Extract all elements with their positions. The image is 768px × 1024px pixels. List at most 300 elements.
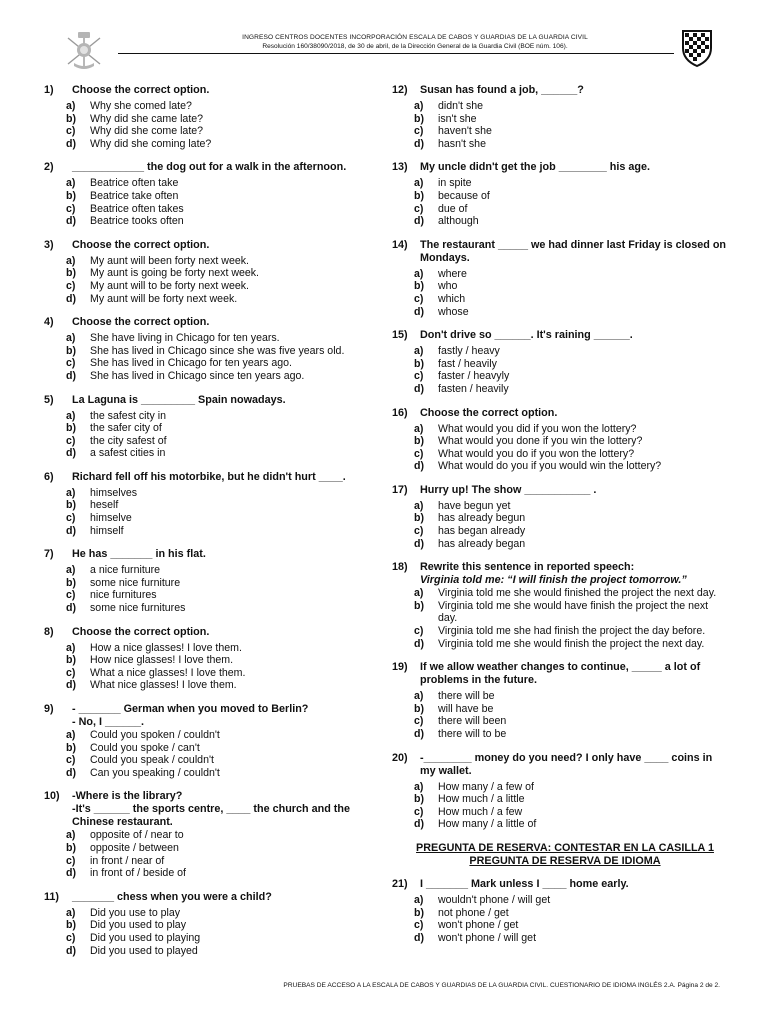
- answer-option: [414, 306, 728, 319]
- guardia-civil-emblem-icon: [60, 30, 108, 72]
- answer-option: [66, 564, 376, 577]
- option-text: Can you speaking / couldn't: [90, 766, 220, 779]
- option-text: Did you used to playing: [90, 931, 201, 944]
- question-number: 20): [392, 751, 408, 764]
- option-letter: c): [414, 202, 424, 215]
- option-text: opposite of / near to: [90, 829, 184, 842]
- option-letter: d): [414, 537, 424, 550]
- answer-option: [414, 638, 728, 651]
- question-number: 14): [392, 238, 408, 251]
- question-header: [392, 239, 728, 265]
- answer-option: [66, 203, 376, 216]
- option-letter: b): [66, 344, 76, 357]
- answer-option: [66, 729, 376, 742]
- answer-options: [392, 268, 728, 318]
- question-quote: Virginia told me: “I will finish the project tomorrow.”: [420, 574, 687, 587]
- option-letter: d): [66, 766, 76, 779]
- option-letter: d): [66, 524, 76, 537]
- answer-options: [392, 423, 728, 473]
- answer-option: [414, 435, 728, 448]
- answer-option: [66, 345, 376, 358]
- option-letter: d): [66, 215, 76, 228]
- answer-option: [66, 422, 376, 435]
- option-text: My aunt is going be forty next week.: [90, 267, 259, 280]
- header-subtitle: Resolución 160/38090/2018, de 30 de abril, de la Dirección General de la Guardia Civil (BOE núm. 106).: [262, 43, 568, 50]
- page-header: [0, 0, 768, 80]
- option-letter: c): [414, 292, 424, 305]
- question-item: [392, 84, 728, 150]
- question-text: Richard fell off his motorbike, but he didn't hurt ____.: [72, 470, 346, 483]
- option-letter: d): [414, 305, 424, 318]
- option-text: there will to be: [438, 728, 507, 740]
- question-item: [392, 752, 728, 831]
- option-letter: b): [414, 599, 424, 612]
- answer-options: [392, 894, 728, 944]
- option-text: How much / a little: [438, 793, 525, 806]
- answer-option: [414, 538, 728, 551]
- question-header: [392, 407, 728, 420]
- answer-option: [66, 435, 376, 448]
- question-text: My uncle didn't get the job ________ his age.: [420, 161, 650, 174]
- option-text: Could you speak / couldn't: [90, 754, 214, 767]
- left-question-column: [44, 84, 376, 968]
- option-text: Why did she come late?: [90, 125, 204, 138]
- question-header: [44, 471, 376, 484]
- option-letter: b): [66, 741, 76, 754]
- option-text: Virginia told me she would finished the project the next day.: [438, 587, 717, 600]
- answer-option: [414, 728, 728, 741]
- option-text: hasn't she: [438, 137, 486, 150]
- option-text: fastly / heavy: [438, 345, 500, 358]
- option-text: What nice glasses! I love them.: [90, 679, 237, 692]
- answer-option: [66, 602, 376, 615]
- option-letter: c): [66, 434, 76, 447]
- option-text: isn't she: [438, 112, 477, 125]
- option-text: Why she comed late?: [90, 100, 192, 112]
- answer-option: [414, 793, 728, 806]
- question-header: [44, 161, 376, 174]
- option-text: She have living in Chicago for ten years.: [90, 332, 280, 345]
- option-letter: d): [414, 137, 424, 150]
- answer-option: [66, 767, 376, 780]
- option-text: a nice furniture: [90, 564, 161, 577]
- option-text: heself: [90, 499, 119, 512]
- answer-options: [392, 500, 728, 550]
- option-text: What would you do if you won the lottery?: [438, 447, 635, 460]
- answer-option: [66, 410, 376, 423]
- option-text: there will be: [438, 690, 495, 703]
- answer-option: [414, 600, 728, 625]
- option-letter: a): [414, 893, 424, 906]
- option-letter: c): [66, 854, 76, 867]
- option-text: won't phone / will get: [438, 931, 537, 944]
- option-text: the safer city of: [90, 422, 162, 435]
- option-letter: a): [66, 641, 76, 654]
- answer-option: [66, 855, 376, 868]
- option-text: which: [438, 292, 466, 305]
- option-letter: d): [66, 447, 76, 460]
- option-letter: a): [414, 267, 424, 280]
- answer-option: [66, 255, 376, 268]
- question-text: Choose the correct option.: [72, 84, 210, 96]
- option-text: How nice glasses! I love them.: [90, 654, 234, 667]
- answer-option: [414, 781, 728, 794]
- answer-option: [66, 829, 376, 842]
- option-text: What a nice glasses! I love them.: [90, 666, 246, 679]
- question-header: [44, 891, 376, 904]
- answer-options: [44, 177, 376, 227]
- answer-options: [44, 829, 376, 879]
- option-text: She has lived in Chicago since she was five years old.: [90, 344, 345, 357]
- option-text: has began already: [438, 525, 526, 538]
- option-letter: b): [66, 189, 76, 202]
- question-number: 15): [392, 329, 408, 342]
- answer-options: [44, 487, 376, 537]
- option-letter: c): [66, 931, 76, 944]
- option-text: didn't she: [438, 100, 484, 112]
- answer-option: [66, 447, 376, 460]
- question-item: [392, 329, 728, 395]
- option-text: the safest city in: [90, 409, 166, 422]
- question-text: Choose the correct option.: [72, 316, 210, 329]
- question-number: 6): [44, 470, 54, 483]
- answer-option: [66, 654, 376, 667]
- option-text: whose: [438, 305, 469, 318]
- option-text: How many / a little of: [438, 818, 537, 831]
- question-item: [44, 626, 376, 692]
- answer-option: [414, 203, 728, 216]
- question-header: [392, 161, 728, 174]
- answer-option: [414, 370, 728, 383]
- option-letter: b): [66, 654, 76, 667]
- question-text: I _______ Mark unless I ____ home early.: [420, 877, 629, 890]
- question-text: Choose the correct option.: [420, 406, 558, 419]
- question-header: [392, 752, 728, 778]
- option-text: although: [438, 215, 479, 228]
- option-letter: c): [414, 715, 424, 728]
- option-text: a safest cities in: [90, 447, 166, 460]
- option-text: Did you used to play: [90, 919, 186, 932]
- answer-options: [392, 587, 728, 650]
- question-item: [44, 891, 376, 957]
- question-text: La Laguna is _________ Spain nowadays.: [72, 393, 286, 406]
- question-text: -________ money do you need? I only have ____ coins in my wallet.: [420, 751, 713, 777]
- option-letter: b): [66, 422, 76, 435]
- answer-option: [66, 742, 376, 755]
- option-text: himselve: [90, 512, 132, 525]
- answer-option: [414, 268, 728, 281]
- question-subline: -It's ______ the sports centre, ____ the church and the Chinese restaurant.: [72, 803, 350, 829]
- header-title: INGRESO CENTROS DOCENTES INCORPORACIÓN ESCALA DE CABOS Y GUARDIAS DE LA GUARDIA CIVIL: [242, 34, 588, 41]
- question-item: [392, 661, 728, 740]
- option-text: have begun yet: [438, 499, 511, 512]
- question-header: [392, 661, 728, 687]
- option-letter: d): [66, 867, 76, 880]
- answer-options: [392, 690, 728, 740]
- question-header: [44, 239, 376, 252]
- question-item: [44, 790, 376, 879]
- answer-option: [66, 642, 376, 655]
- answer-option: [66, 215, 376, 228]
- option-letter: c): [66, 666, 76, 679]
- answer-option: [66, 100, 376, 113]
- question-number: 17): [392, 483, 408, 496]
- shield-badge-icon: [680, 28, 714, 68]
- answer-option: [66, 177, 376, 190]
- option-letter: a): [414, 690, 424, 703]
- answer-option: [66, 332, 376, 345]
- question-number: 5): [44, 393, 54, 406]
- option-letter: d): [414, 931, 424, 944]
- question-text: Rewrite this sentence in reported speech:: [420, 561, 635, 574]
- option-text: in front of / beside of: [90, 867, 186, 880]
- option-letter: b): [66, 576, 76, 589]
- header-rule: [118, 53, 674, 54]
- option-text: Beatrice often takes: [90, 202, 184, 215]
- option-letter: b): [414, 112, 424, 125]
- option-letter: c): [66, 589, 76, 602]
- answer-options: [44, 100, 376, 150]
- option-letter: d): [66, 679, 76, 692]
- option-letter: d): [414, 637, 424, 650]
- question-number: 11): [44, 890, 60, 903]
- answer-option: [66, 113, 376, 126]
- option-letter: a): [66, 829, 76, 842]
- answer-option: [414, 215, 728, 228]
- question-header: [44, 790, 376, 803]
- answer-options: [44, 255, 376, 305]
- option-letter: c): [66, 125, 76, 138]
- answer-option: [66, 589, 376, 602]
- option-letter: c): [66, 357, 76, 370]
- question-text: The restaurant _____ we had dinner last Friday is closed on Mondays.: [420, 238, 727, 264]
- answer-options: [392, 100, 728, 150]
- answer-option: [66, 867, 376, 880]
- question-header: [392, 561, 728, 574]
- option-letter: b): [414, 512, 424, 525]
- question-item: [44, 239, 376, 305]
- answer-option: [414, 932, 728, 945]
- question-item: [44, 548, 376, 614]
- answer-option: [66, 357, 376, 370]
- option-letter: a): [414, 345, 424, 358]
- question-header: [392, 84, 728, 97]
- option-letter: a): [414, 587, 424, 600]
- question-text: - _______ German when you moved to Berlin?: [72, 703, 309, 715]
- question-item: [44, 703, 376, 779]
- answer-option: [414, 383, 728, 396]
- option-text: How many / a few of: [438, 780, 534, 793]
- option-letter: a): [66, 486, 76, 499]
- option-letter: d): [66, 369, 76, 382]
- answer-option: [66, 125, 376, 138]
- option-text: What would you did if you won the lottery?: [438, 422, 637, 435]
- answer-option: [414, 806, 728, 819]
- answer-option: [414, 177, 728, 190]
- answer-option: [66, 512, 376, 525]
- question-number: 3): [44, 238, 54, 251]
- question-text: Choose the correct option.: [72, 238, 210, 251]
- answer-option: [414, 293, 728, 306]
- option-letter: b): [66, 919, 76, 932]
- option-text: Did you used to played: [90, 944, 198, 957]
- option-letter: d): [66, 944, 76, 957]
- question-text: He has _______ in his flat.: [72, 548, 206, 561]
- option-letter: b): [66, 112, 76, 125]
- answer-option: [414, 423, 728, 436]
- option-letter: a): [66, 729, 76, 741]
- answer-option: [66, 190, 376, 203]
- question-text: ____________ the dog out for a walk in the afternoon.: [72, 161, 347, 174]
- option-text: What would you done if you win the lottery?: [438, 435, 643, 448]
- answer-option: [66, 932, 376, 945]
- option-text: fast / heavily: [438, 357, 497, 370]
- answer-option: [414, 448, 728, 461]
- option-text: Beatrice take often: [90, 189, 179, 202]
- question-item: [44, 161, 376, 227]
- option-text: himself: [90, 524, 124, 537]
- question-item: [44, 316, 376, 382]
- answer-option: [66, 754, 376, 767]
- question-number: 4): [44, 316, 54, 329]
- answer-option: [414, 587, 728, 600]
- option-letter: b): [414, 793, 424, 806]
- answer-option: [414, 460, 728, 473]
- option-letter: d): [414, 728, 424, 740]
- question-number: 19): [392, 661, 408, 674]
- option-letter: d): [414, 818, 424, 831]
- question-header: [44, 626, 376, 639]
- option-letter: c): [66, 279, 76, 292]
- answer-options: [44, 564, 376, 614]
- answer-option: [414, 715, 728, 728]
- option-text: What would do you if you would win the lottery?: [438, 460, 662, 473]
- option-letter: a): [414, 177, 424, 190]
- answer-option: [66, 577, 376, 590]
- option-letter: d): [414, 460, 424, 473]
- option-text: has already begun: [438, 512, 526, 525]
- question-number: 7): [44, 548, 54, 561]
- option-letter: c): [66, 202, 76, 215]
- question-item: [44, 84, 376, 150]
- answer-option: [66, 487, 376, 500]
- question-header: [392, 329, 728, 342]
- option-text: fasten / heavily: [438, 382, 509, 395]
- answer-option: [414, 907, 728, 920]
- option-letter: a): [66, 100, 76, 112]
- option-text: Did you use to play: [90, 906, 181, 919]
- question-number: 21): [392, 877, 408, 890]
- question-number: 9): [44, 703, 54, 715]
- answer-option: [66, 919, 376, 932]
- option-text: Why did she came late?: [90, 112, 204, 125]
- answer-option: [66, 267, 376, 280]
- question-header: [392, 484, 728, 497]
- option-text: Why did she coming late?: [90, 137, 212, 150]
- question-text: Don't drive so ______. It's raining ______.: [420, 329, 633, 342]
- answer-option: [414, 138, 728, 151]
- question-header: [44, 394, 376, 407]
- answer-option: [66, 280, 376, 293]
- option-letter: b): [66, 499, 76, 512]
- option-text: wouldn't phone / will get: [438, 893, 551, 906]
- option-letter: a): [66, 177, 76, 190]
- option-text: where: [438, 267, 467, 280]
- question-item: [44, 394, 376, 460]
- question-header: [44, 316, 376, 329]
- answer-option: [66, 293, 376, 306]
- option-letter: c): [414, 525, 424, 538]
- option-text: Could you spoke / can't: [90, 741, 200, 754]
- question-text: -Where is the library?: [72, 790, 183, 803]
- question-number: 1): [44, 84, 54, 96]
- option-letter: b): [414, 906, 424, 919]
- option-letter: c): [414, 447, 424, 460]
- answer-option: [414, 512, 728, 525]
- question-item: [392, 878, 728, 944]
- option-letter: c): [414, 125, 424, 138]
- answer-options: [44, 410, 376, 460]
- answer-option: [414, 703, 728, 716]
- answer-option: [414, 818, 728, 831]
- answer-option: [414, 113, 728, 126]
- option-text: some nice furnitures: [90, 602, 186, 615]
- option-letter: a): [414, 422, 424, 435]
- answer-options: [44, 907, 376, 957]
- option-text: My aunt will been forty next week.: [90, 254, 249, 267]
- option-letter: c): [414, 805, 424, 818]
- option-letter: a): [414, 780, 424, 793]
- option-letter: b): [414, 357, 424, 370]
- question-item: [392, 561, 728, 650]
- option-letter: c): [414, 625, 424, 638]
- question-number: 2): [44, 161, 54, 174]
- option-text: Virginia told me she would finish the project the next day.: [438, 637, 705, 650]
- option-text: opposite / between: [90, 841, 179, 854]
- option-text: there will been: [438, 715, 507, 728]
- answer-option: [414, 100, 728, 113]
- option-letter: a): [66, 332, 76, 345]
- option-text: in spite: [438, 177, 472, 190]
- option-letter: d): [414, 215, 424, 228]
- answer-options: [44, 729, 376, 779]
- option-text: haven't she: [438, 125, 492, 138]
- option-letter: d): [66, 292, 76, 305]
- option-letter: c): [414, 919, 424, 932]
- question-item: [392, 407, 728, 473]
- option-letter: b): [66, 267, 76, 280]
- question-text: Choose the correct option.: [72, 625, 210, 638]
- question-header: [44, 548, 376, 561]
- answer-option: [66, 679, 376, 692]
- answer-option: [414, 345, 728, 358]
- option-letter: b): [414, 435, 424, 448]
- question-number: 16): [392, 406, 408, 419]
- reserve-question-heading: PREGUNTA DE RESERVA: CONTESTAR EN LA CASILLA 1 PREGUNTA DE RESERVA DE IDIOMA: [416, 841, 714, 867]
- answer-option: [66, 667, 376, 680]
- option-text: My aunt will to be forty next week.: [90, 279, 249, 292]
- answer-options: [392, 781, 728, 831]
- option-letter: a): [414, 100, 424, 112]
- answer-option: [414, 625, 728, 638]
- option-letter: a): [66, 906, 76, 919]
- option-letter: c): [414, 370, 424, 383]
- option-letter: a): [414, 499, 424, 512]
- option-letter: b): [414, 280, 424, 293]
- option-text: How much / a few: [438, 805, 523, 818]
- answer-option: [414, 919, 728, 932]
- option-text: not phone / get: [438, 906, 509, 919]
